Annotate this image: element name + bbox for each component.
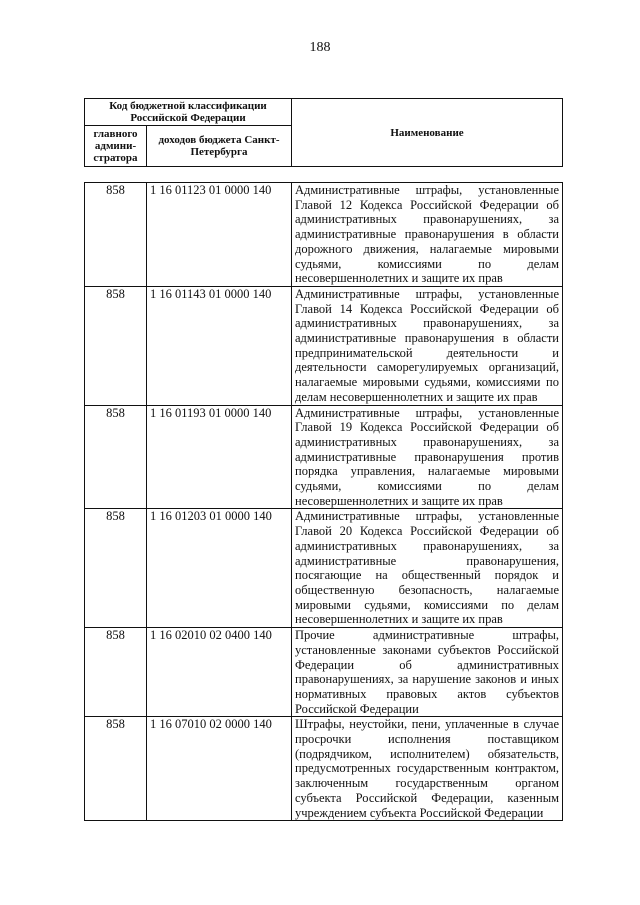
cell-income-code: 1 16 01203 01 0000 140 (147, 509, 292, 628)
cell-name: Прочие административные штрафы, установленные законами субъектов Российской Федерации об административных правонарушениях, за нарушение законов и иных нормативных правовых актов субъектов Российской Федерации (292, 628, 563, 717)
page-number: 188 (309, 40, 331, 55)
classification-table (84, 182, 563, 821)
cell-name: Административные штрафы, установленные Главой 19 Кодекса Российской Федерации об административных правонарушениях, за административные правонарушения против порядка управления, налагаемые мировыми судьями, комиссиями по делам несовершеннолетних и защите их прав (292, 405, 563, 509)
header-col-name: Наименование (292, 99, 563, 167)
cell-income-code: 1 16 01123 01 0000 140 (147, 183, 292, 287)
header-col-admin: главного админи-стратора (85, 126, 147, 167)
cell-name: Штрафы, неустойки, пени, уплаченные в случае просрочки исполнения поставщиком (подрядчиком, исполнителем) обязательств, предусмотренных государственным контрактом, заключенным государственным органом субъекта Российской Федерации, казенным учреждением субъекта Российской Федерации (292, 717, 563, 821)
cell-admin-code: 858 (85, 509, 147, 628)
cell-income-code: 1 16 01193 01 0000 140 (147, 405, 292, 509)
cell-name: Административные штрафы, установленные Главой 20 Кодекса Российской Федерации об административных правонарушениях, за административные правонарушения, посягающие на общественный порядок и общественную безопасность, налагаемые мировыми судьями, комиссиями по делам несовершеннолетних и защите их прав (292, 509, 563, 628)
cell-admin-code: 858 (85, 717, 147, 821)
header-group-title: Код бюджетной классификации Российской Федерации (85, 99, 292, 126)
cell-admin-code: 858 (85, 286, 147, 405)
table-row (85, 183, 563, 287)
cell-income-code: 1 16 01143 01 0000 140 (147, 286, 292, 405)
table-row (85, 405, 563, 509)
table-row (85, 628, 563, 717)
table-row (85, 509, 563, 628)
table-row (85, 286, 563, 405)
header-col-income: доходов бюджета Санкт-Петербурга (147, 126, 292, 167)
cell-income-code: 1 16 02010 02 0400 140 (147, 628, 292, 717)
table-header (84, 98, 563, 167)
cell-admin-code: 858 (85, 405, 147, 509)
cell-name: Административные штрафы, установленные Главой 12 Кодекса Российской Федерации об административных правонарушениях, за административные правонарушения в области дорожного движения, налагаемые мировыми судьями, комиссиями по делам несовершеннолетних и защите их прав (292, 183, 563, 287)
cell-name: Административные штрафы, установленные Главой 14 Кодекса Российской Федерации об административных правонарушениях, за административные правонарушения в области предпринимательской деятельности и деятельности саморегулируемых организаций, налагаемые мировыми судьями, комиссиями по делам несовершеннолетних и защите их прав (292, 286, 563, 405)
cell-income-code: 1 16 07010 02 0000 140 (147, 717, 292, 821)
cell-admin-code: 858 (85, 628, 147, 717)
table-row (85, 717, 563, 821)
cell-admin-code: 858 (85, 183, 147, 287)
